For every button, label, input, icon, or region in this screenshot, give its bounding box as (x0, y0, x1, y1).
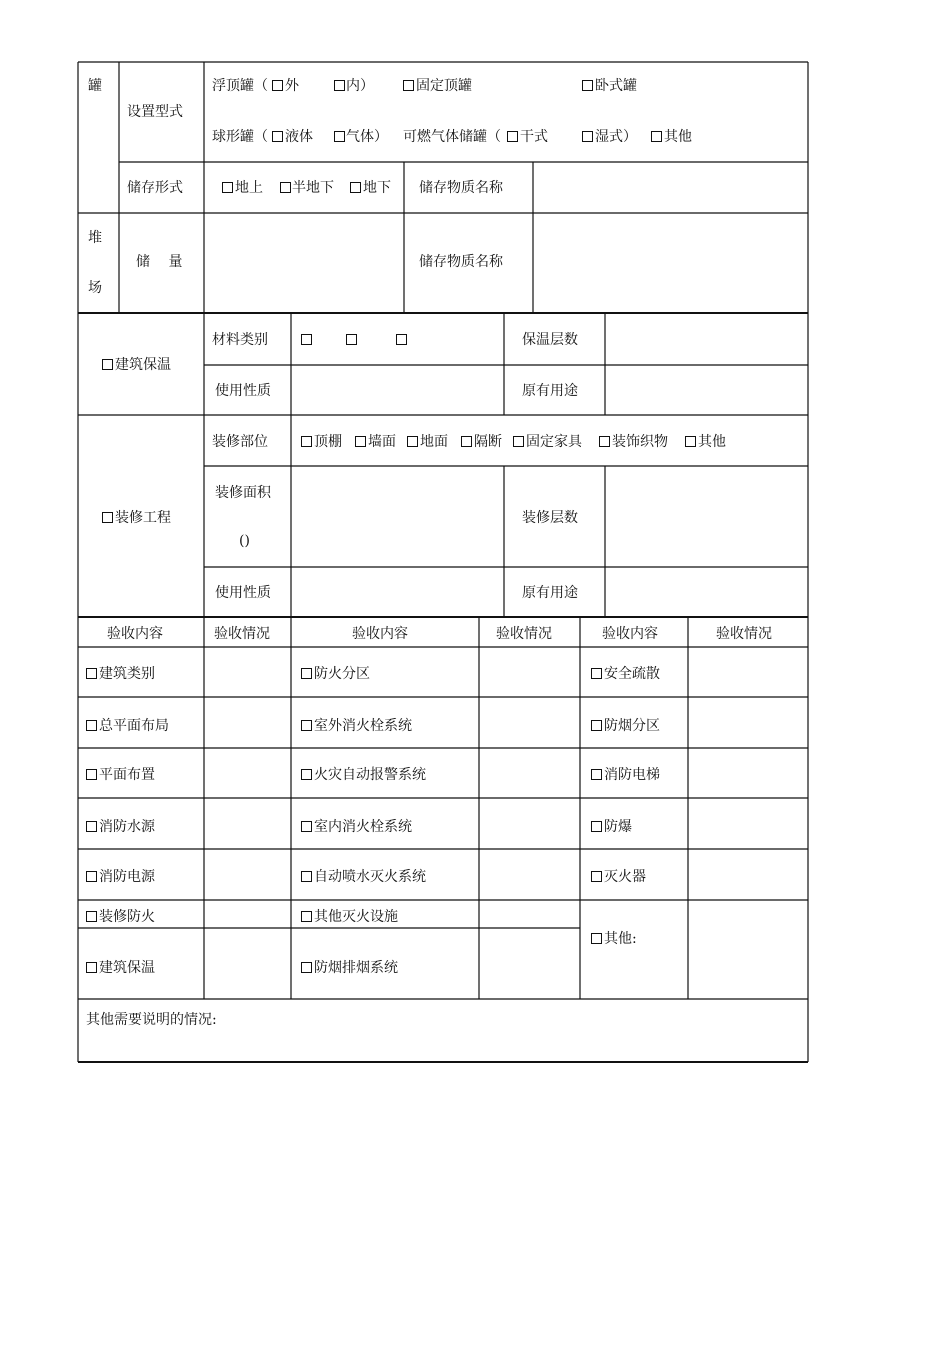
col2-item-4: 室内消火栓系统 (314, 819, 412, 835)
gas-checkbox[interactable] (334, 131, 345, 142)
header-content-1: 验收内容 (107, 626, 163, 642)
gas-label: 气体） (346, 129, 388, 145)
insulation-orig-use-label: 原有用途 (522, 383, 578, 399)
header-content-3: 验收内容 (602, 626, 658, 642)
yard-substance-name-label: 储存物质名称 (419, 254, 503, 270)
spherical-text: 球形罐（ (212, 129, 268, 145)
decoration-checkbox[interactable] (102, 512, 113, 523)
decoration-area-label: 装修面积 (215, 485, 271, 501)
dry-checkbox[interactable] (507, 131, 518, 142)
underground-checkbox[interactable] (350, 182, 361, 193)
col2-item-1: 防火分区 (314, 666, 370, 682)
fixed-furniture-label: 固定家具 (526, 434, 582, 450)
liquid-label: 液体 (285, 129, 313, 145)
other-type-checkbox[interactable] (651, 131, 662, 142)
horizontal-tank-label: 卧式罐 (595, 78, 637, 94)
col2-item-2: 室外消火栓系统 (314, 718, 412, 734)
header-status-1: 验收情况 (214, 626, 270, 642)
col1-item-6: 装修防火 (99, 909, 155, 925)
setup-type-label: 设置型式 (127, 104, 183, 120)
col3-item-6: 其他: (604, 931, 637, 947)
horizontal-tank-checkbox[interactable] (582, 80, 593, 91)
partition-label: 隔断 (474, 434, 502, 450)
header-content-2: 验收内容 (352, 626, 408, 642)
wet-checkbox[interactable] (582, 131, 593, 142)
col2-item-6: 其他灭火设施 (314, 909, 398, 925)
col1-checkbox-7[interactable] (86, 962, 97, 973)
col3-item-4: 防爆 (604, 819, 632, 835)
wall-checkbox[interactable] (355, 436, 366, 447)
tank-substance-name-label: 储存物质名称 (419, 180, 503, 196)
col1-item-7: 建筑保温 (99, 960, 155, 976)
col3-checkbox-6[interactable] (591, 933, 602, 944)
float-roof-text: 浮顶罐（ (212, 78, 268, 94)
ceiling-label: 顶棚 (314, 434, 342, 450)
wall-label: 墙面 (368, 434, 396, 450)
col1-item-3: 平面布置 (99, 767, 155, 783)
col3-item-5: 灭火器 (604, 869, 646, 885)
decoration-title: 装修工程 (115, 510, 171, 526)
col1-checkbox-3[interactable] (86, 769, 97, 780)
col2-checkbox-7[interactable] (301, 962, 312, 973)
insulation-use-label: 使用性质 (215, 383, 271, 399)
col3-item-2: 防烟分区 (604, 718, 660, 734)
decoration-orig-use-label: 原有用途 (522, 585, 578, 601)
col3-item-3: 消防电梯 (604, 767, 660, 783)
insulation-layers-label: 保温层数 (522, 332, 578, 348)
col3-checkbox-2[interactable] (591, 720, 602, 731)
fabric-label: 装饰织物 (612, 434, 668, 450)
decoration-area-unit: () (239, 533, 250, 549)
insulation-title: 建筑保温 (115, 357, 171, 373)
decoration-part-label: 装修部位 (212, 434, 268, 450)
col2-checkbox-4[interactable] (301, 821, 312, 832)
ceiling-checkbox[interactable] (301, 436, 312, 447)
remarks-label: 其他需要说明的情况: (86, 1012, 217, 1028)
outer-label: 外 (285, 78, 299, 94)
col2-checkbox-2[interactable] (301, 720, 312, 731)
col1-checkbox-6[interactable] (86, 911, 97, 922)
col2-checkbox-5[interactable] (301, 871, 312, 882)
other-type-label: 其他 (664, 129, 692, 145)
header-status-3: 验收情况 (716, 626, 772, 642)
outer-checkbox[interactable] (272, 80, 283, 91)
above-ground-checkbox[interactable] (222, 182, 233, 193)
decoration-use-label: 使用性质 (215, 585, 271, 601)
wet-label: 湿式） (595, 129, 637, 145)
floor-checkbox[interactable] (407, 436, 418, 447)
col2-item-3: 火灾自动报警系统 (314, 767, 426, 783)
col3-item-1: 安全疏散 (604, 666, 660, 682)
col2-item-7: 防烟排烟系统 (314, 960, 398, 976)
col3-checkbox-4[interactable] (591, 821, 602, 832)
col2-item-5: 自动喷水灭火系统 (314, 869, 426, 885)
other-part-checkbox[interactable] (685, 436, 696, 447)
fixed-roof-label: 固定顶罐 (416, 78, 472, 94)
header-status-2: 验收情况 (496, 626, 552, 642)
yard-label-bottom: 场 (88, 280, 102, 296)
insulation-checkbox[interactable] (102, 359, 113, 370)
above-ground-label: 地上 (235, 180, 263, 196)
decoration-layers-label: 装修层数 (522, 510, 578, 526)
col3-checkbox-3[interactable] (591, 769, 602, 780)
material-checkbox-2[interactable] (346, 334, 357, 345)
col2-checkbox-3[interactable] (301, 769, 312, 780)
storage-form-label: 储存形式 (127, 180, 183, 196)
col2-checkbox-1[interactable] (301, 668, 312, 679)
col3-checkbox-5[interactable] (591, 871, 602, 882)
semi-underground-checkbox[interactable] (280, 182, 291, 193)
col1-item-2: 总平面布局 (99, 718, 169, 734)
col3-checkbox-1[interactable] (591, 668, 602, 679)
fixed-roof-checkbox[interactable] (403, 80, 414, 91)
storage-qty-label: 储 量 (136, 254, 183, 270)
material-checkbox-1[interactable] (301, 334, 312, 345)
col1-checkbox-2[interactable] (86, 720, 97, 731)
tank-section-label: 罐 (88, 78, 102, 94)
floor-label: 地面 (420, 434, 448, 450)
dry-label: 干式 (520, 129, 548, 145)
liquid-checkbox[interactable] (272, 131, 283, 142)
fabric-checkbox[interactable] (599, 436, 610, 447)
col1-item-4: 消防水源 (99, 819, 155, 835)
fixed-furniture-checkbox[interactable] (513, 436, 524, 447)
other-part-label: 其他 (698, 434, 726, 450)
inner-checkbox[interactable] (334, 80, 345, 91)
col2-checkbox-6[interactable] (301, 911, 312, 922)
material-label: 材料类别 (212, 332, 268, 348)
flammable-gas-text: 可燃气体储罐（ (403, 129, 501, 145)
partition-checkbox[interactable] (461, 436, 472, 447)
underground-label: 地下 (363, 180, 391, 196)
yard-label-top: 堆 (88, 230, 102, 246)
col1-checkbox-5[interactable] (86, 871, 97, 882)
col1-item-1: 建筑类别 (99, 666, 155, 682)
col1-item-5: 消防电源 (99, 869, 155, 885)
semi-underground-label: 半地下 (292, 180, 334, 196)
inner-label: 内） (346, 78, 374, 94)
col1-checkbox-1[interactable] (86, 668, 97, 679)
col1-checkbox-4[interactable] (86, 821, 97, 832)
material-checkbox-3[interactable] (396, 334, 407, 345)
